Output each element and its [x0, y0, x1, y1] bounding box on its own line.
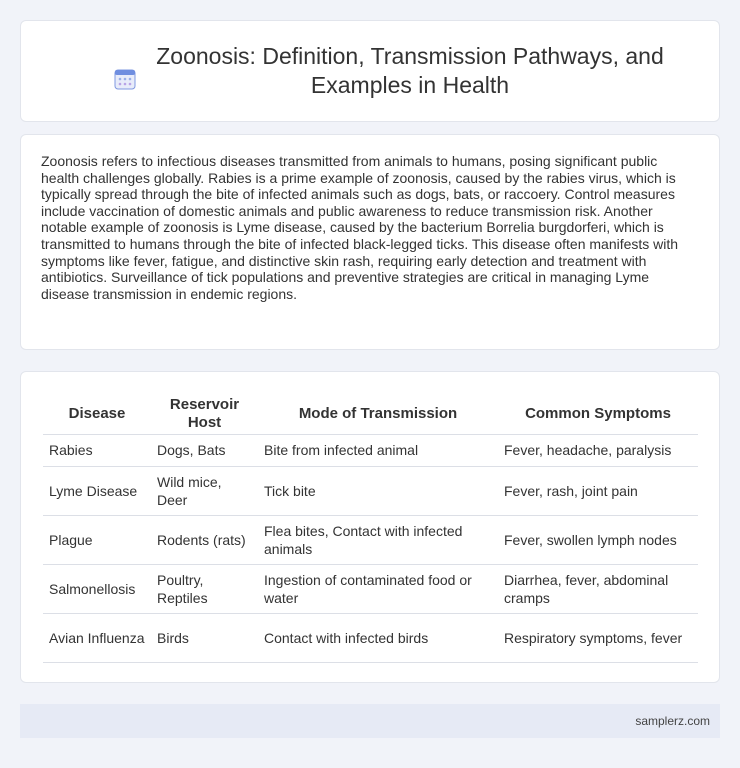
table-row — [43, 564, 698, 613]
title-wrap — [70, 42, 670, 100]
header-mode-of-transmission: Mode of Transmission — [258, 394, 498, 434]
cell-reservoir-host: Poultry, Reptiles — [151, 564, 258, 613]
header-common-symptoms: Common Symptoms — [498, 394, 698, 434]
cell-common-symptoms: Fever, headache, paralysis — [498, 434, 698, 466]
cell-common-symptoms: Diarrhea, fever, abdominal cramps — [498, 564, 698, 613]
footer — [20, 704, 720, 738]
zoonosis-table — [43, 394, 698, 663]
cell-disease: Plague — [43, 515, 151, 564]
header-disease: Disease — [43, 394, 151, 434]
cell-mode-of-transmission: Flea bites, Contact with infected animals — [258, 515, 498, 564]
cell-common-symptoms: Fever, rash, joint pain — [498, 466, 698, 515]
table-row — [43, 515, 698, 564]
cell-common-symptoms: Fever, swollen lymph nodes — [498, 515, 698, 564]
cell-mode-of-transmission: Ingestion of contaminated food or water — [258, 564, 498, 613]
table-row — [43, 466, 698, 515]
cell-disease: Salmonellosis — [43, 564, 151, 613]
cell-disease: Avian Influenza — [43, 613, 151, 662]
cell-common-symptoms: Respiratory symptoms, fever — [498, 613, 698, 662]
page-title: Zoonosis: Definition, Transmission Pathways, and Examples in Health — [156, 43, 664, 98]
calendar-icon — [114, 68, 136, 90]
title-card — [20, 20, 720, 122]
table-row — [43, 434, 698, 466]
cell-mode-of-transmission: Contact with infected birds — [258, 613, 498, 662]
table-row — [43, 613, 698, 662]
cell-reservoir-host: Rodents (rats) — [151, 515, 258, 564]
table-card — [20, 371, 720, 683]
cell-reservoir-host: Dogs, Bats — [151, 434, 258, 466]
cell-reservoir-host: Birds — [151, 613, 258, 662]
cell-mode-of-transmission: Bite from infected animal — [258, 434, 498, 466]
cell-disease: Rabies — [43, 434, 151, 466]
cell-mode-of-transmission: Tick bite — [258, 466, 498, 515]
footer-site-link[interactable]: samplerz.com — [635, 714, 710, 728]
header-reservoir-host: Reservoir Host — [151, 394, 258, 434]
intro-paragraph: Zoonosis refers to infectious diseases transmitted from animals to humans, posing significant public health challenges globally. Rabies is a prime example of zoonosis, caused by the rabies virus, which is typically spread through the bite of infected animals such as dogs, bats, or raccoery. Control measures include vaccination of domestic animals and public awareness to reduce transmission risk. Another notable example of zoonosis is Lyme disease, caused by the bacterium Borrelia burgdorferi, which is transmitted to humans through the bite of infected black-legged ticks. This disease often manifests with symptoms like fever, fatigue, and distinctive skin rash, requiring early detection and treatment with antibiotics. Surveillance of tick populations and preventive strategies are critical in managing Lyme disease transmission in endemic regions. — [41, 153, 679, 302]
cell-disease: Lyme Disease — [43, 466, 151, 515]
intro-card — [20, 134, 720, 350]
cell-reservoir-host: Wild mice, Deer — [151, 466, 258, 515]
table-header-row — [43, 394, 698, 434]
